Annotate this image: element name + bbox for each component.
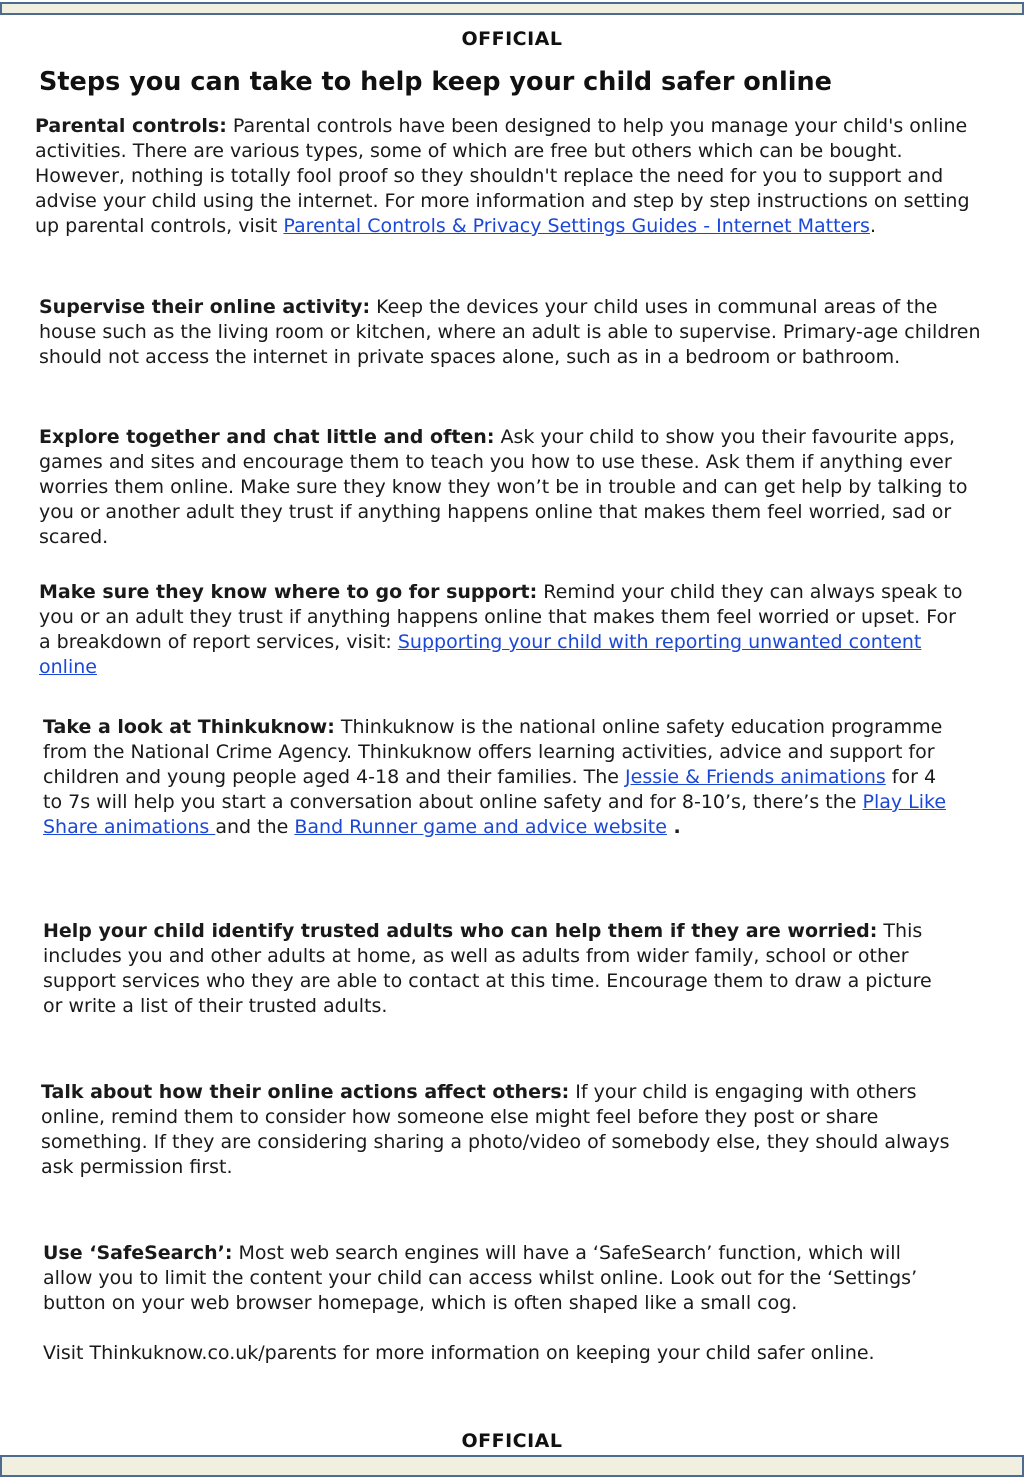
footer-official-marking: OFFICIAL	[461, 1430, 563, 1452]
section-support	[39, 580, 969, 680]
section-parental-controls	[35, 114, 985, 239]
page-title: Steps you can take to help keep your child safer online	[39, 67, 832, 97]
supervise-text: Keep the devices your child uses in communal areas of the house such as the living room or kitchen, where an adult is able to supervise. Primary-age children should not access the internet in private spaces alone, such as in a bedroom or bathroom.	[39, 296, 981, 368]
trusted-adults-heading: Help your child identify trusted adults who can help them if they are worried:	[43, 920, 878, 942]
parental-controls-tail: .	[869, 215, 876, 237]
play-like-share-link[interactable]: Play Like Share animations	[43, 791, 947, 838]
safesearch-heading: Use ‘SafeSearch’:	[43, 1242, 233, 1264]
thinkuknow-text-2: for 4 to 7s will help you start a conversation about online safety and for 8-10’s, there’s the	[43, 766, 937, 813]
safesearch-text: Most web search engines will have a ‘SafeSearch’ function, which will allow you to limit the content your child can access whilst online. Look out for the ‘Settings’ button on your web browser homepage, which is often shaped like a small cog.	[43, 1242, 918, 1314]
bottom-border-bar	[0, 1455, 1024, 1477]
explore-text: Ask your child to show you their favourite apps, games and sites and encourage them to teach you how to use these. Ask them if anything ever worries them online. Make sure they know they won’t be in trouble and can get help by talking to you or another adult they trust if anything happens online that makes them feel worried, sad or scared.	[39, 426, 968, 548]
top-border-bar	[0, 2, 1024, 15]
supervise-heading: Supervise their online activity:	[39, 296, 371, 318]
jessie-friends-link[interactable]: Jessie & Friends animations	[625, 766, 886, 788]
online-actions-text: If your child is engaging with others online, remind them to consider how someone else might feel before they post or share something. If they are considering sharing a photo/video of somebody else, they should always ask permission first.	[41, 1081, 950, 1178]
header-official-marking: OFFICIAL	[461, 28, 563, 50]
thinkuknow-heading: Take a look at Thinkuknow:	[43, 716, 335, 738]
section-online-actions	[41, 1080, 961, 1180]
band-runner-link[interactable]: Band Runner game and advice website	[294, 816, 667, 838]
support-heading: Make sure they know where to go for support:	[39, 581, 538, 603]
section-explore-together	[39, 425, 987, 550]
parental-controls-heading: Parental controls:	[35, 115, 227, 137]
reporting-unwanted-content-link[interactable]: Supporting your child with reporting unwanted content online	[39, 631, 922, 678]
explore-heading: Explore together and chat little and often:	[39, 426, 495, 448]
thinkuknow-visit-text: Visit Thinkuknow.co.uk/parents for more information on keeping your child safer online.	[43, 1342, 875, 1364]
thinkuknow-tail: .	[666, 816, 681, 838]
section-supervise	[39, 295, 991, 370]
parental-controls-text: Parental controls have been designed to help you manage your child's online activities. There are various types, some of which are free but others which can be bought. However, nothing is totally fool proof so they shouldn't replace the need for you to support and advise your child using the internet. For more information and step by step instructions on setting up parental controls, visit	[35, 115, 970, 237]
thinkuknow-text-3: and the	[215, 816, 295, 838]
online-actions-heading: Talk about how their online actions affect others:	[41, 1081, 570, 1103]
internet-matters-link[interactable]: Parental Controls & Privacy Settings Guides - Internet Matters	[283, 215, 870, 237]
thinkuknow-text-1: Thinkuknow is the national online safety education programme from the National Crime Agency. Thinkuknow offers learning activities, advice and support for children and young people aged 4-18 and their families. The	[43, 716, 943, 788]
section-safesearch	[43, 1241, 943, 1366]
section-thinkuknow	[43, 715, 958, 840]
trusted-adults-text: This includes you and other adults at home, as well as adults from wider family, school or other support services who they are able to contact at this time. Encourage them to draw a picture or write a list of their trusted adults.	[43, 920, 932, 1017]
section-trusted-adults	[43, 919, 943, 1019]
support-text: Remind your child they can always speak to you or an adult they trust if anything happens online that makes them feel worried or upset. For a breakdown of report services, visit:	[39, 581, 963, 653]
